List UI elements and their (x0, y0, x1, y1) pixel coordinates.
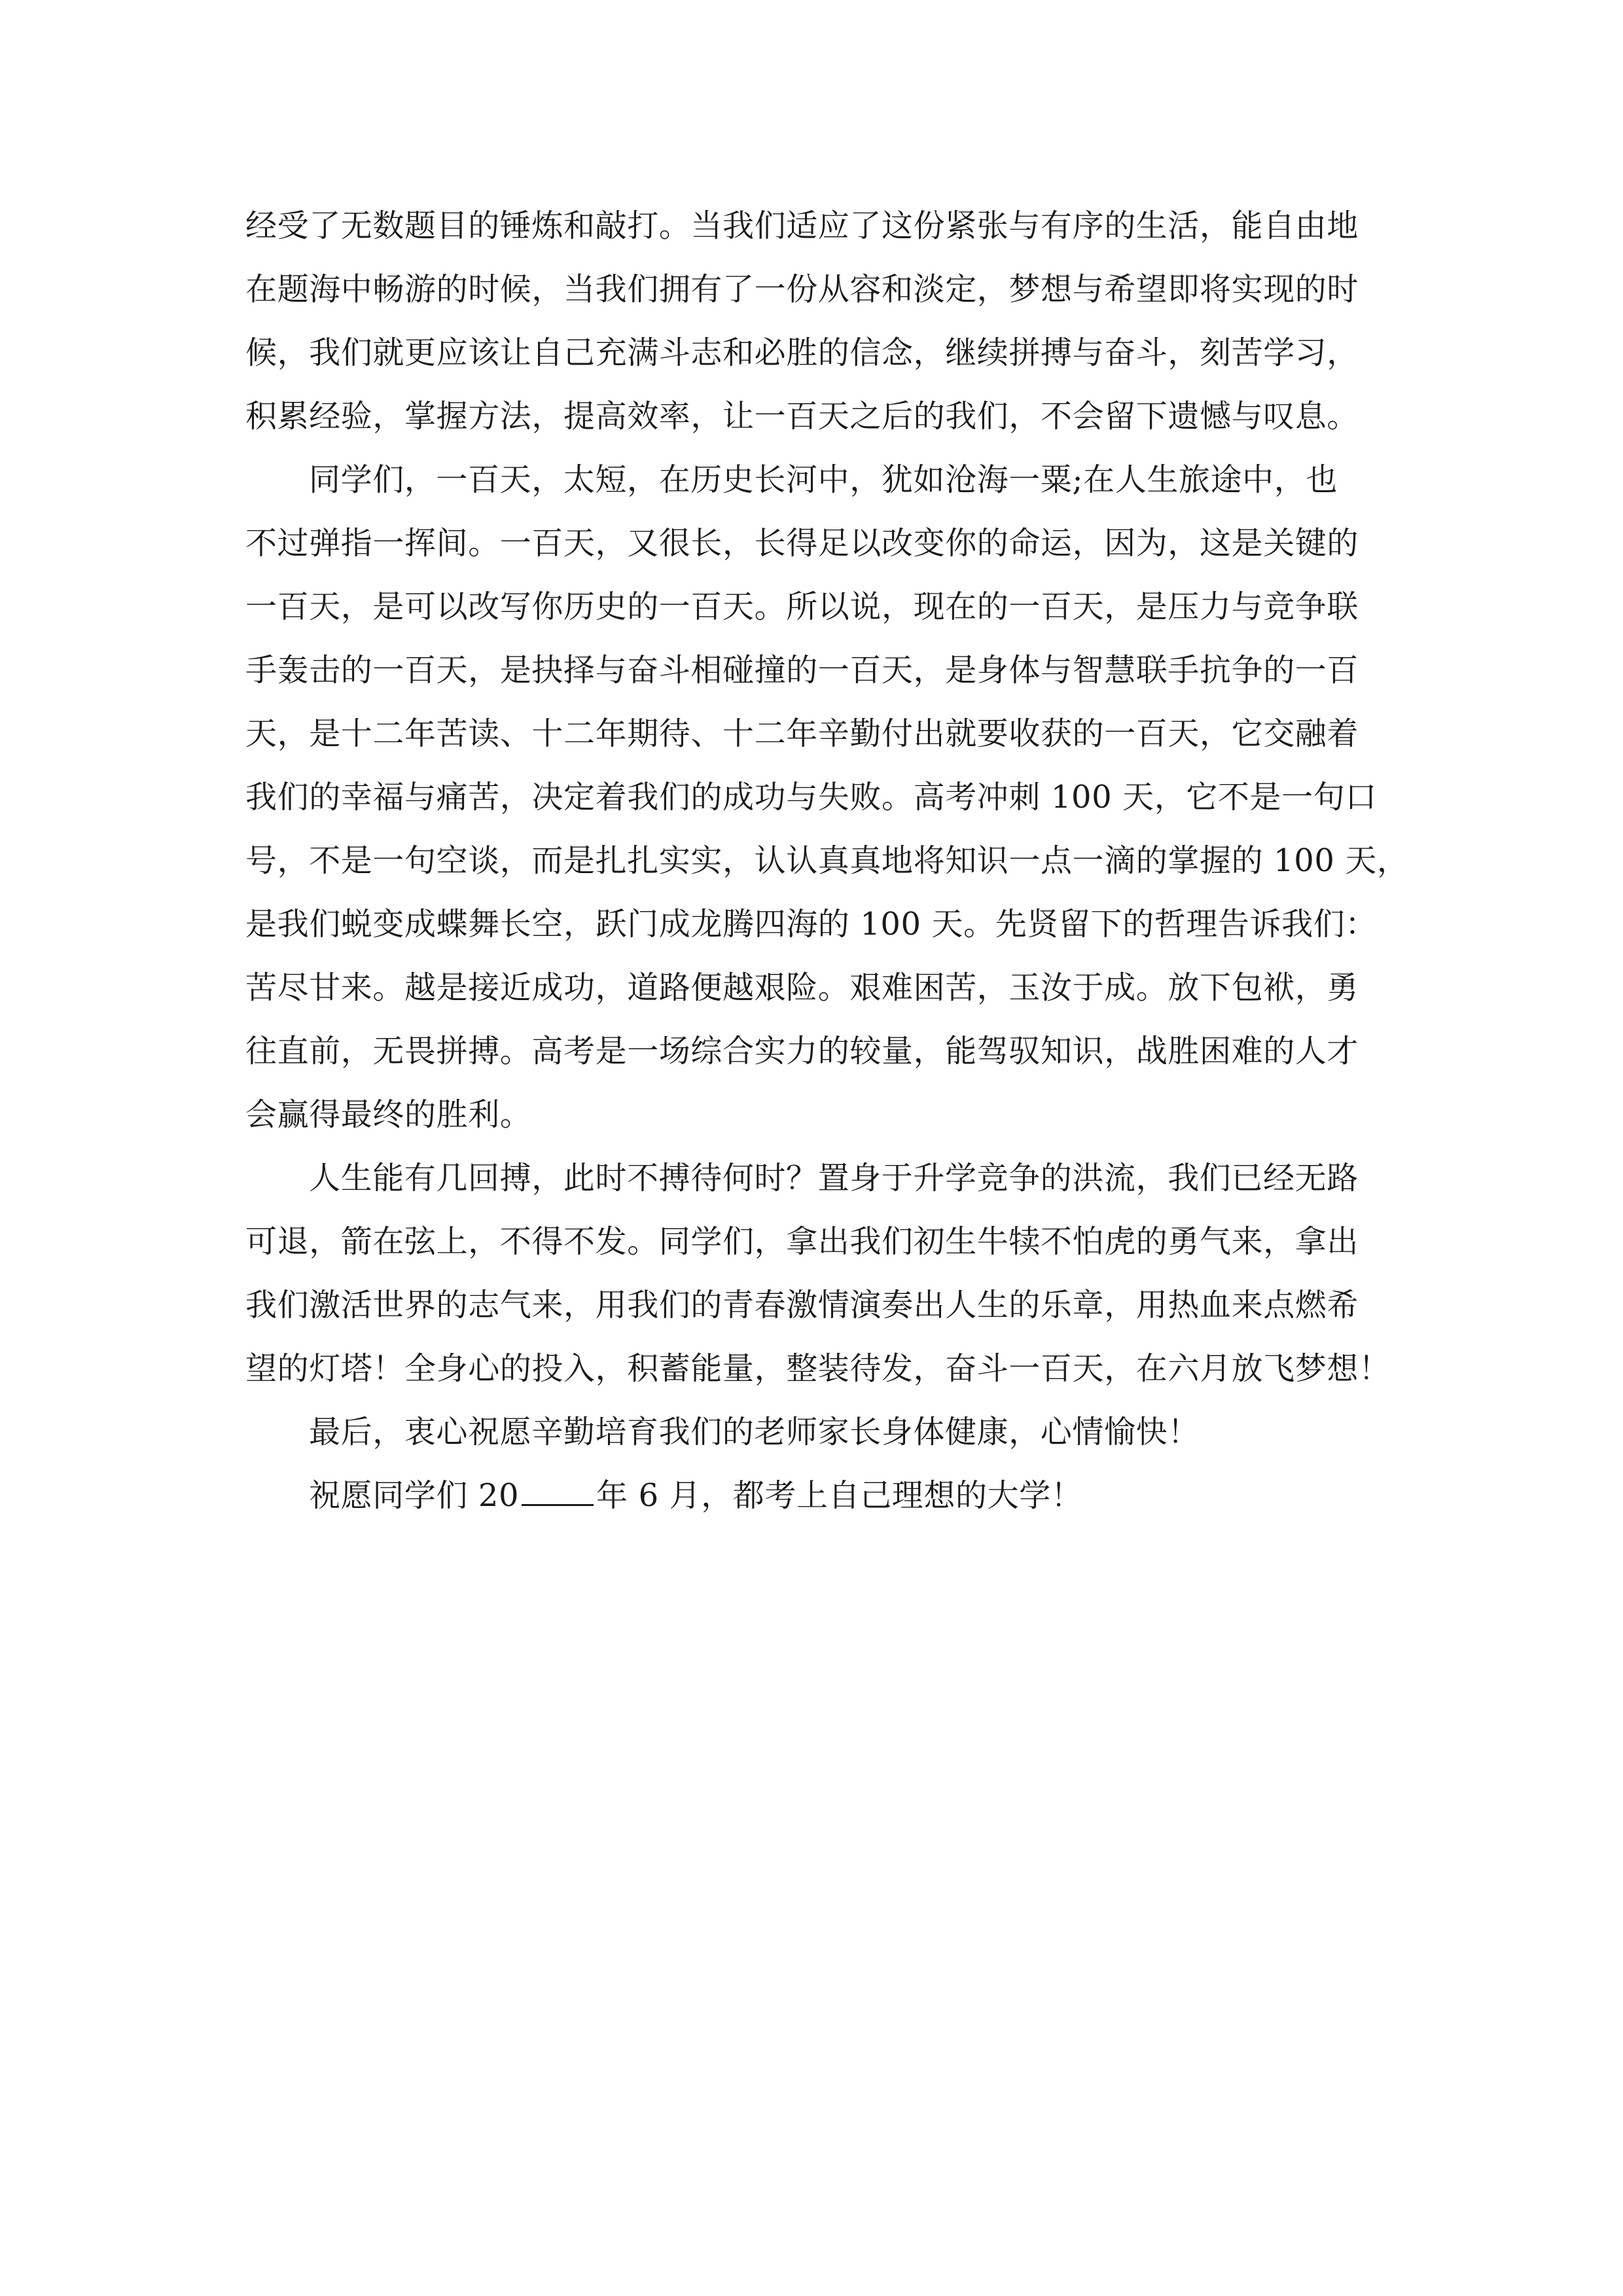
final-wish-prefix: 祝愿同学们 20 (309, 1477, 520, 1514)
paragraph-2-line: 苦尽甘来。越是接近成功，道路便越艰险。艰难困苦，玉汝于成。放下包袱，勇 (245, 969, 1359, 1006)
final-wish (245, 1464, 1381, 1528)
paragraph-1-line: 候，我们就更应该让自己充满斗志和必胜的信念，继续拼搏与奋斗，刻苦学习， (245, 334, 1359, 371)
paragraph-3-line: 我们激活世界的志气来，用我们的青春激情演奏出人生的乐章，用热血来点燃希 (245, 1287, 1359, 1323)
paragraph-2-line: 一百天，是可以改写你历史的一百天。所以说，现在的一百天，是压力与竞争联 (245, 588, 1359, 625)
paragraph-2-line: 会赢得最终的胜利。 (245, 1096, 532, 1133)
final-wish-suffix: 年 6 月，都考上自己理想的大学！ (596, 1477, 1083, 1514)
paragraph-1-line: 积累经验，掌握方法，提高效率，让一百天之后的我们，不会留下遗憾与叹息。 (245, 398, 1359, 435)
paragraph-1-line: 在题海中畅游的时候，当我们拥有了一份从容和淡定，梦想与希望即将实现的时 (245, 271, 1359, 308)
paragraph-3-line: 人生能有几回搏，此时不搏待何时？置身于升学竞争的洪流，我们已经无路 (309, 1160, 1359, 1196)
paragraph-2-line: 不过弹指一挥间。一百天，又很长，长得足以改变你的命运，因为，这是关键的 (245, 525, 1359, 562)
paragraph-2-line: 天，是十二年苦读、十二年期待、十二年辛勤付出就要收获的一百天，它交融着 (245, 715, 1359, 752)
paragraph-2-line: 同学们，一百天，太短，在历史长河中，犹如沧海一粟;在人生旅途中，也 (309, 461, 1338, 498)
paragraph-2-line: 手轰击的一百天，是抉择与奋斗相碰撞的一百天，是身体与智慧联手抗争的一百 (245, 652, 1359, 689)
paragraph-3-line: 望的灯塔！全身心的投入，积蓄能量，整装待发，奋斗一百天，在六月放飞梦想！ (245, 1350, 1391, 1387)
paragraph-2-line: 是我们蜕变成蝶舞长空，跃门成龙腾四海的 100 天。先贤留下的哲理告诉我们： (245, 906, 1377, 942)
paragraph-3-line: 可退，箭在弦上，不得不发。同学们，拿出我们初生牛犊不怕虎的勇气来，拿出 (245, 1223, 1359, 1260)
paragraph-2-line: 往直前，无畏拼搏。高考是一场综合实力的较量，能驾驭知识，战胜困难的人才 (245, 1033, 1359, 1069)
paragraph-2-line: 号，不是一句空谈，而是扎扎实实，认认真真地将知识一点一滴的掌握的 100 天， (245, 842, 1409, 879)
closing-wish: 最后，衷心祝愿辛勤培育我们的老师家长身体健康，心情愉快！ (309, 1414, 1200, 1450)
year-blank (522, 1478, 594, 1506)
paragraph-2-line: 我们的幸福与痛苦，决定着我们的成功与失败。高考冲刺 100 天，它不是一句口 (245, 779, 1377, 816)
document-body (245, 194, 1409, 1528)
paragraph-1-line: 经受了无数题目的锤炼和敲打。当我们适应了这份紧张与有序的生活，能自由地 (245, 207, 1359, 244)
